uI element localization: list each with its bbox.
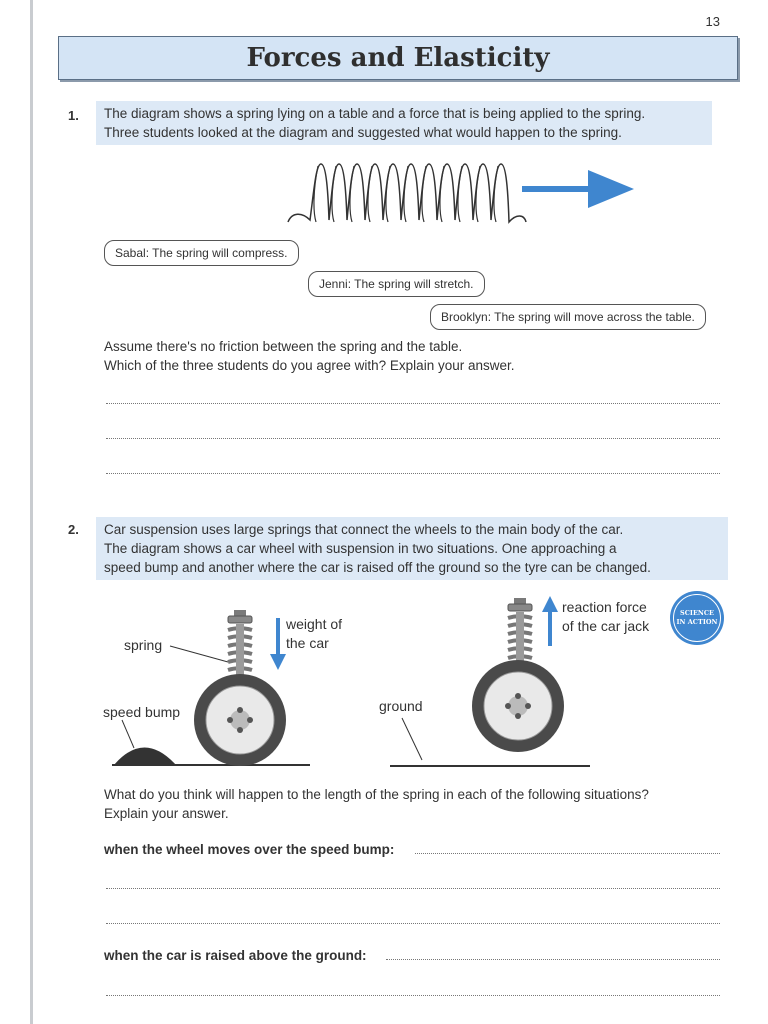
page-title: Forces and Elasticity [246, 43, 550, 73]
question-2-prompt [104, 785, 649, 823]
tyre-right [472, 660, 564, 752]
weight-label-line1: weight of [286, 616, 343, 632]
ground-label: ground [379, 698, 423, 714]
answer-line[interactable] [106, 473, 720, 474]
answer-line[interactable] [106, 923, 720, 924]
reaction-label-line1: reaction force [562, 599, 647, 615]
question-1-prompt-line2: Which of the three students do you agree with? Explain your answer. [104, 358, 515, 373]
weight-label-line2: the car [286, 635, 329, 651]
bubble-sabal: Sabal: The spring will compress. [104, 240, 299, 266]
question-1-prompt [104, 337, 514, 375]
answer-line[interactable] [386, 959, 720, 960]
spring-coil-back [314, 166, 498, 222]
tyre-left [194, 674, 286, 766]
question-2-prompt-line2: Explain your answer. [104, 806, 229, 821]
force-arrow [522, 170, 634, 208]
badge-line1: SCIENCE [680, 609, 714, 617]
question-1-intro-line1: The diagram shows a spring lying on a table and a force that is being applied to the spring. [104, 106, 646, 121]
badge-line2: IN ACTION [676, 618, 718, 626]
bubble-jenni: Jenni: The spring will stretch. [308, 271, 485, 297]
question-2-number: 2. [68, 522, 79, 537]
suspension-spring-right [508, 598, 532, 668]
reaction-label [562, 598, 649, 636]
bubble-brooklyn: Brooklyn: The spring will move across the table. [430, 304, 706, 330]
weight-label [286, 615, 342, 653]
spring-pointer [170, 646, 228, 662]
spring-diagram [280, 150, 660, 240]
suspension-spring-left [228, 610, 252, 682]
answer-line[interactable] [106, 403, 720, 404]
part-a-label: when the wheel moves over the speed bump: [104, 842, 395, 857]
question-1-intro [96, 101, 712, 145]
page-number: 13 [705, 14, 720, 29]
spring-label: spring [124, 637, 163, 653]
question-2-intro-line1: Car suspension uses large springs that connect the wheels to the main body of the car. [104, 522, 624, 537]
page-margin-line [30, 0, 33, 1024]
question-1-prompt-line1: Assume there's no friction between the spring and the table. [104, 339, 463, 354]
reaction-arrow [542, 596, 558, 646]
question-2-intro [96, 517, 728, 580]
speed-bump [114, 748, 176, 766]
question-2-intro-line3: speed bump and another where the car is raised off the ground so the tyre can be changed. [104, 560, 651, 575]
title-bar [58, 36, 738, 80]
question-1-intro-line2: Three students looked at the diagram and suggested what would happen to the spring. [104, 125, 622, 140]
reaction-label-line2: of the car jack [562, 618, 650, 634]
question-2-intro-line2: The diagram shows a car wheel with suspension in two situations. One approaching a [104, 541, 617, 556]
science-in-action-badge [670, 591, 724, 645]
weight-arrow [270, 618, 286, 670]
answer-line[interactable] [106, 888, 720, 889]
question-1-number: 1. [68, 108, 79, 123]
ground-pointer [402, 718, 422, 760]
answer-line[interactable] [415, 853, 720, 854]
speed-bump-label: speed bump [103, 704, 181, 720]
speed-bump-pointer [122, 720, 134, 748]
question-2-prompt-line1: What do you think will happen to the length of the spring in each of the following situations? [104, 787, 649, 802]
part-b-label: when the car is raised above the ground: [104, 948, 367, 963]
answer-line[interactable] [106, 995, 720, 996]
answer-line[interactable] [106, 438, 720, 439]
